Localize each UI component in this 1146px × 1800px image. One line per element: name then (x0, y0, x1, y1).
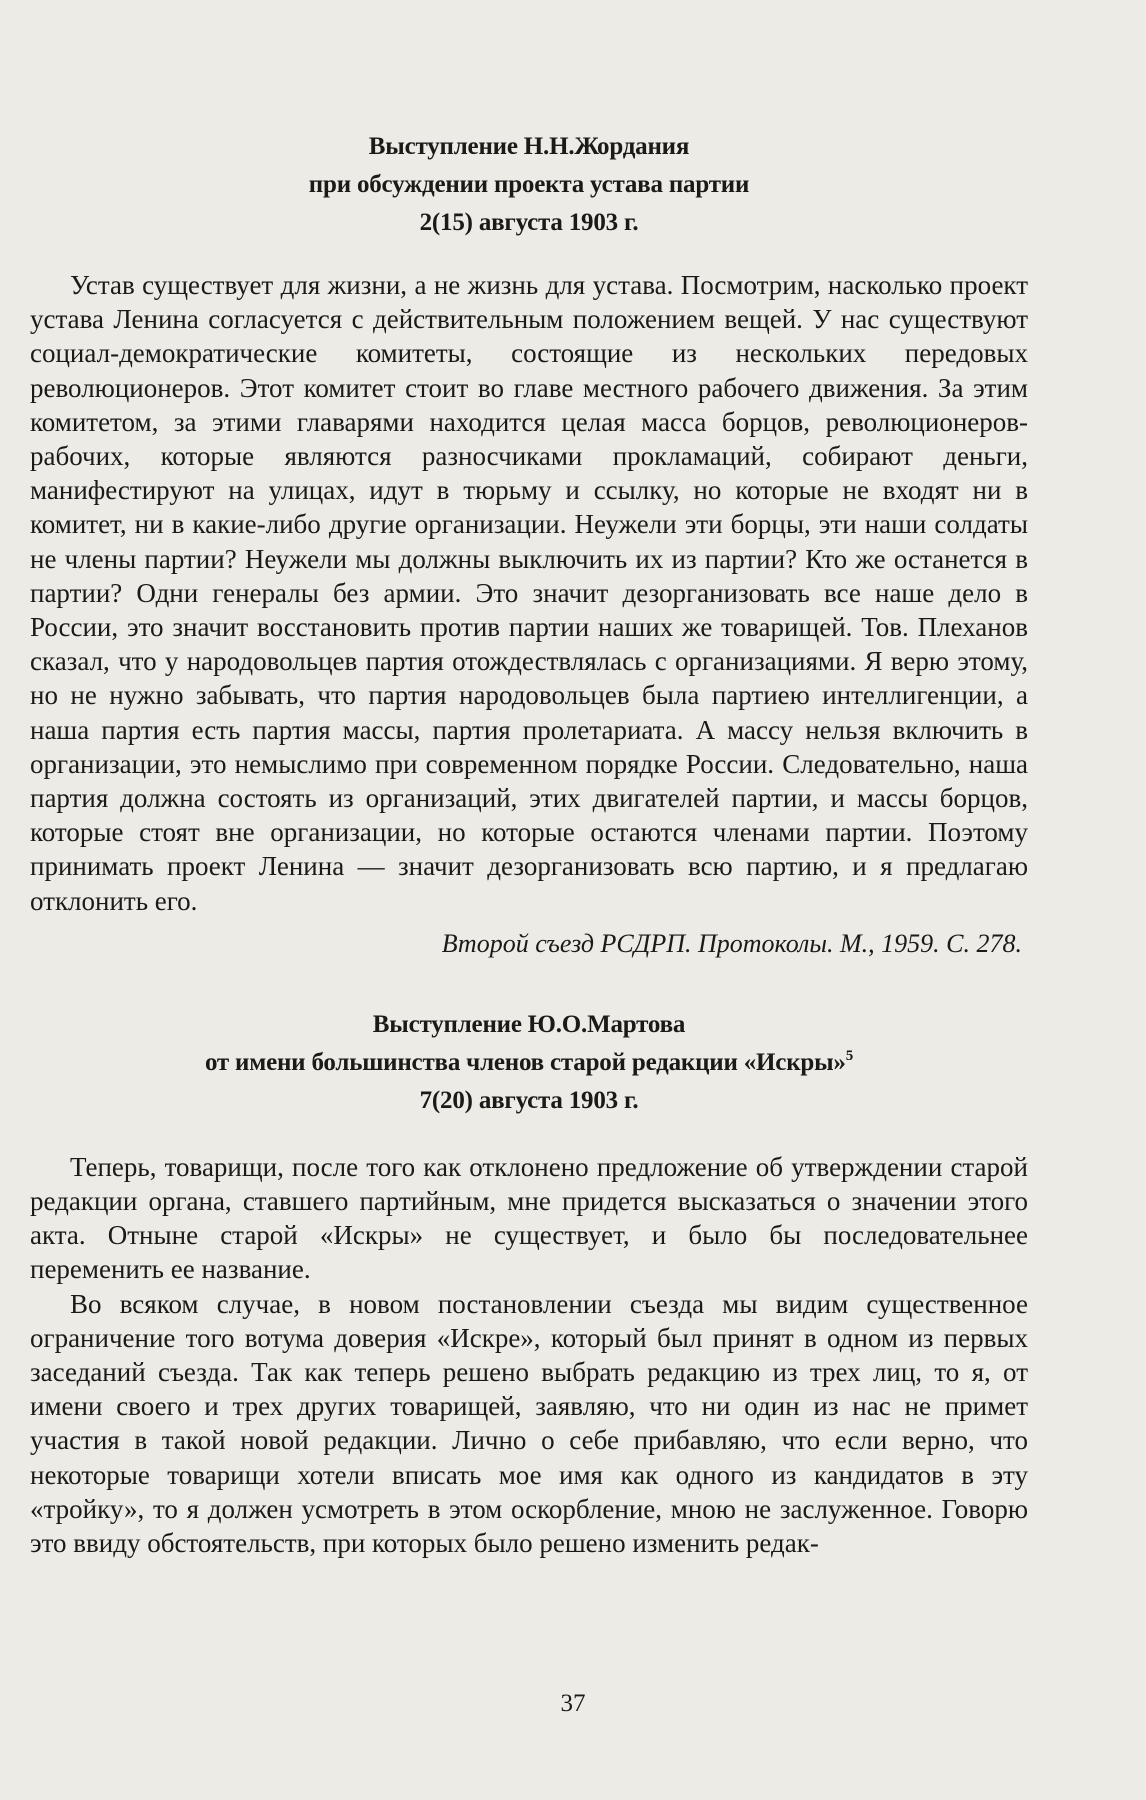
paragraph: Во всяком случае, в новом постановлении съезда мы видим существенное ограничение того вотума доверия «Искре», который был принят в одном из первых заседаний съезда. Так как теперь решено выбрать редакцию из трех лиц, то я, от имени своего и трех других товарищей, заявляю, что ни один из нас не примет участия в такой новой редакции. Лично о себе прибавляю, что если верно, что некоторые товарищи хотели вписать мое имя как одного из кандидатов в эту «тройку», то я должен усмотреть в этом оскорбление, мною не заслуженное. Говорю это ввиду обстоятельств, при которых было решено изменить редак- (30, 1288, 1028, 1559)
page-content (30, 128, 1028, 1560)
page-number: 37 (560, 1690, 586, 1717)
paragraph: Устав существует для жизни, а не жизнь для устава. Посмотрим, насколько проект устава Ленина согласуется с действительным положением вещей. У нас существуют социал-демократические комитеты, состоящие из нескольких передовых революционеров. Этот комитет стоит во главе местного рабочего движения. За этим комитетом, за этими главарями находится целая масса борцов, революционеров-рабочих, которые являются разносчиками прокламаций, собирают деньги, манифестируют на улицах, идут в тюрьму и ссылку, но которые не входят ни в комитет, ни в какие-либо другие организации. Неужели эти борцы, эти наши солдаты не члены партии? Неужели мы должны выключить их из партии? Кто же останется в партии? Одни генералы без армии. Это значит дезорганизовать все наше дело в России, это значит восстановить против партии наших же товарищей. Тов. Плеханов сказал, что у народовольцев партия отождествлялась с организациями. Я верю этому, но не нужно забывать, что партия народовольцев была партиею интеллигенции, а наша партия есть партия массы, партия пролетариата. А массу нельзя включить в организации, это немыслимо при современном порядке России. Следовательно, наша партия должна состоять из организаций, этих двигателей партии, и массы борцов, которые стоят вне организации, но которые остаются членами партии. Поэтому принимать проект Ленина — значит дезорганизовать всю партию, и я предлагаю отклонить его. (30, 270, 1028, 916)
heading-line-text: от имени большинства членов старой редакции «Искры» (204, 1048, 846, 1076)
source-citation: Второй съезд РСДРП. Протоколы. М., 1959. С. 278. (441, 928, 1022, 958)
heading-line: 7(20) августа 1903 г. (419, 1086, 639, 1114)
heading-line (30, 1044, 1028, 1082)
section-heading-zhordania (30, 128, 1028, 242)
heading-line: Выступление Н.Н.Жордания (368, 133, 690, 160)
speech-text-zhordania (30, 268, 1028, 918)
heading-line: Выступление Ю.О.Мартова (372, 1010, 686, 1038)
section-heading-martov (30, 1006, 1028, 1120)
paragraph: Теперь, товарищи, после того как отклонено предложение об утверждении старой редакции органа, ставшего партийным, мне придется высказаться о значении этого акта. Отныне старой «Искры» не существует, и было бы последовательнее переменить ее название. (30, 1151, 1028, 1285)
heading-line: 2(15) августа 1903 г. (419, 209, 639, 236)
speech-text-martov (30, 1150, 1028, 1560)
footnote-marker[interactable]: 5 (845, 1047, 854, 1064)
heading-line: при обсуждении проекта устава партии (308, 171, 750, 198)
